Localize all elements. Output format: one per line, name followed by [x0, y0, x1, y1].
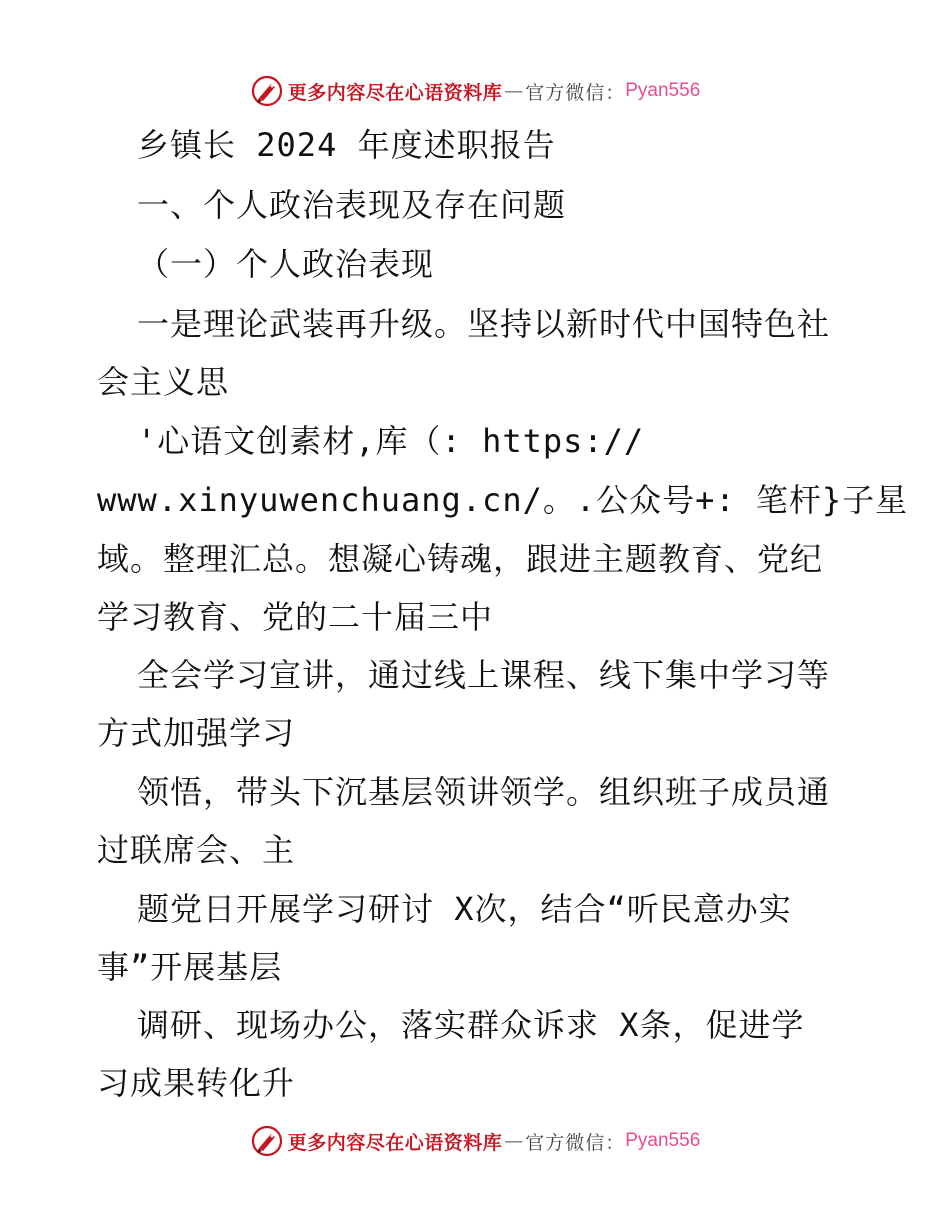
paragraph-line: 题党日开展学习研讨 X次，结合“听民意办实 [137, 890, 792, 928]
banner-dash: — [504, 80, 524, 102]
banner-brand-text: 更多内容尽在心语资料库 [287, 1131, 503, 1154]
pen-logo-icon [250, 74, 284, 108]
paragraph-line: '心语文创素材,库（: https:// [137, 422, 645, 460]
paragraph-line: 学习教育、党的二十届三中 [97, 598, 494, 636]
paragraph-line: 方式加强学习 [97, 714, 296, 752]
paragraph-line: 领悟，带头下沉基层领讲领学。组织班子成员通 [137, 773, 831, 811]
section-heading: 一、个人政治表现及存在问题 [137, 186, 567, 224]
paragraph-line: www.xinyuwenchuang.cn/。.公众号+: 笔杆}子星 [97, 481, 909, 519]
paragraph-line: 会主义思 [97, 363, 230, 401]
paragraph-line: 过联席会、主 [97, 831, 296, 869]
banner-brand-text: 更多内容尽在心语资料库 [287, 81, 503, 104]
paragraph-line: 习成果转化升 [97, 1064, 296, 1102]
paragraph-line: 一是理论武装再升级。坚持以新时代中国特色社 [137, 305, 831, 343]
subsection-heading: （一）个人政治表现 [137, 245, 435, 283]
banner-dash: — [504, 1130, 524, 1152]
pen-logo-icon [250, 1124, 284, 1158]
paragraph-line: 事”开展基层 [97, 948, 283, 986]
document-title: 乡镇长 2024 年度述职报告 [137, 126, 556, 164]
paragraph-line: 调研、现场办公，落实群众诉求 X条，促进学 [137, 1006, 805, 1044]
banner-contact-label: 官方微信： [525, 1131, 626, 1154]
banner-contact-id: Pyan556 [625, 80, 701, 101]
paragraph-line: 全会学习宣讲，通过线上课程、线下集中学习等 [137, 656, 831, 694]
footer-banner [0, 1121, 950, 1161]
banner-contact-label: 官方微信： [525, 81, 626, 104]
paragraph-line: 域。整理汇总。想凝心铸魂，跟进主题教育、党纪 [97, 540, 824, 578]
banner-contact-id: Pyan556 [625, 1130, 701, 1151]
header-banner [0, 71, 950, 111]
